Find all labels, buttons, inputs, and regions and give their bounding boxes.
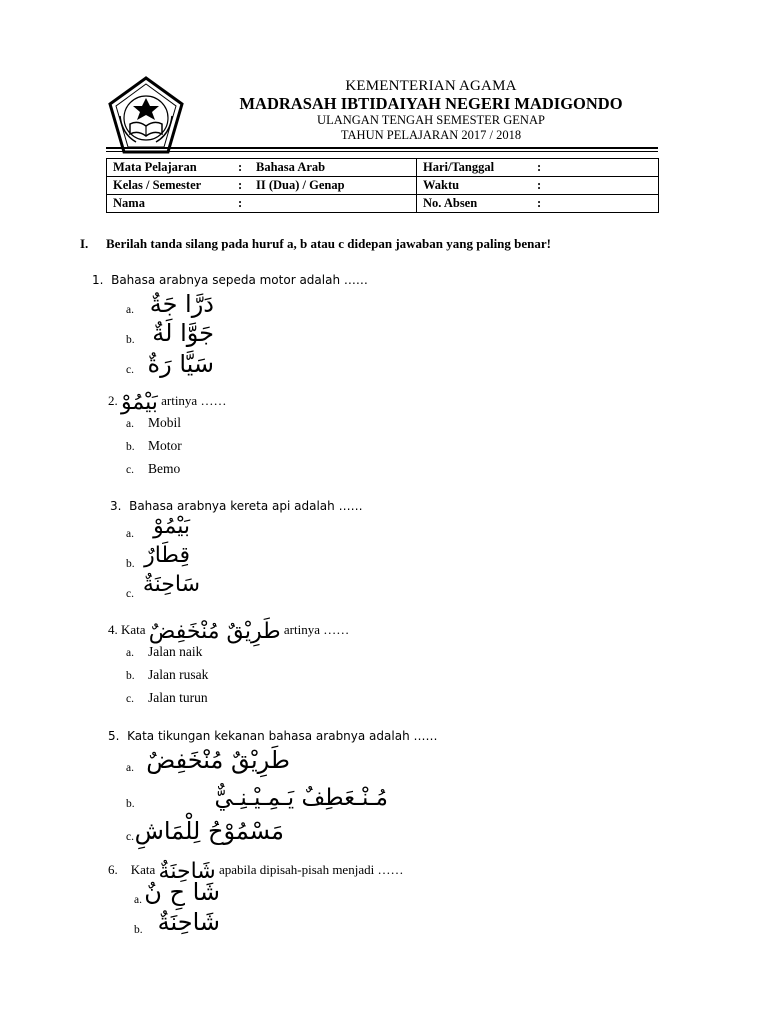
colon: : (537, 196, 542, 210)
question-text: Kata tikungan kekanan bahasa arabnya adalah …… (127, 729, 438, 743)
question-1 (92, 273, 368, 287)
option-label: c. (126, 693, 134, 705)
option-text: Jalan rusak (148, 667, 209, 682)
absence-number-label: No. Absen (423, 196, 478, 210)
option-text: Jalan turun (148, 690, 208, 705)
ministry-title: KEMENTERIAN AGAMA (345, 78, 517, 94)
subject-label: Mata Pelajaran (113, 160, 197, 174)
option-arabic: مَسْمُوْحُ لِلْمَاشِ (134, 817, 284, 845)
question-arabic: بَيْمُوْ (121, 390, 158, 415)
option-arabic: سَيَّا رَةٌ (147, 350, 214, 378)
question-number: 6. (108, 862, 118, 877)
option-label: b. (126, 558, 135, 570)
madrasah-emblem-icon (106, 76, 186, 156)
question-4 (108, 619, 349, 644)
question-number: 3. (110, 499, 122, 513)
option-label: c. (126, 464, 134, 476)
header-divider-thick (106, 147, 658, 149)
header-divider-thin (106, 151, 658, 152)
student-info-table (106, 158, 659, 213)
question-text: Bahasa arabnya kereta api adalah …… (129, 499, 363, 513)
option-label: a. (126, 418, 134, 430)
day-date-label: Hari/Tanggal (423, 160, 495, 174)
question-2 (108, 390, 226, 415)
question-text: Bahasa arabnya sepeda motor adalah …… (111, 273, 368, 287)
info-row-name (107, 195, 659, 213)
colon: : (238, 160, 243, 174)
question-text: apabila dipisah-pisah menjadi …… (218, 862, 404, 877)
question-number: 4. (108, 622, 118, 637)
colon: : (537, 160, 542, 174)
section-instruction: Berilah tanda silang pada huruf a, b atau c didepan jawaban yang paling benar! (106, 236, 551, 251)
info-row-subject (107, 159, 659, 177)
colon: : (537, 178, 542, 192)
colon: : (238, 196, 243, 210)
option-arabic: شَا حِ نٌ (144, 878, 220, 906)
option-label: b. (134, 924, 143, 936)
option-label: c. (126, 364, 134, 376)
subject-value: Bahasa Arab (256, 160, 326, 174)
question-text: artinya …… (161, 393, 227, 408)
question-3 (110, 499, 363, 513)
question-text: Kata (121, 622, 146, 637)
option-label: a. (126, 762, 134, 774)
option-text: Bemo (148, 461, 181, 476)
name-label: Nama (113, 196, 145, 210)
academic-year: TAHUN PELAJARAN 2017 / 2018 (340, 128, 522, 142)
question-number: 1. (92, 273, 104, 287)
school-name: MADRASAH IBTIDAIYAH NEGERI MADIGONDO (239, 94, 623, 113)
question-text: Kata (130, 862, 156, 877)
option-arabic: طَرِيْقٌ مُنْخَفِضٌ (146, 746, 290, 774)
question-number: 2. (108, 393, 118, 408)
section-number: I. (80, 236, 89, 251)
option-label: a. (134, 894, 142, 906)
option-arabic: دَرَّا جَةٌ (149, 290, 214, 318)
option-label: b. (126, 670, 135, 682)
option-label: b. (126, 441, 135, 453)
class-value: II (Dua) / Genap (256, 178, 345, 192)
info-row-class (107, 177, 659, 195)
option-label: c. (126, 588, 134, 600)
question-text: artinya …… (283, 622, 350, 637)
option-label: a. (126, 304, 134, 316)
question-5 (108, 729, 438, 743)
colon: : (238, 178, 243, 192)
question-arabic: شَاحِنَةٌ (158, 859, 216, 884)
class-label: Kelas / Semester (113, 178, 202, 192)
option-label: b. (126, 334, 135, 346)
option-arabic: مُـنْـعَطِفٌ يَـمِـيْـنِـيٌّ (214, 785, 388, 811)
option-label: a. (126, 528, 134, 540)
option-arabic: بَيْمُوْ (153, 514, 190, 539)
exam-title: ULANGAN TENGAH SEMESTER GENAP (317, 113, 545, 127)
option-text: Motor (148, 438, 182, 453)
option-label: a. (126, 647, 134, 659)
question-arabic: طَرِيْقٌ مُنْخَفِضٌ (148, 619, 281, 644)
option-text: Jalan naik (148, 644, 203, 659)
option-label: b. (126, 798, 135, 810)
time-label: Waktu (423, 178, 460, 192)
option-arabic: سَاحِنَةٌ (142, 572, 200, 597)
option-arabic: قِطَارٌ (144, 543, 190, 568)
option-text: Mobil (148, 415, 182, 430)
option-arabic: شَاحِنَةٌ (157, 908, 220, 936)
question-number: 5. (108, 729, 120, 743)
option-arabic: جَوَّا لَةٌ (152, 319, 214, 347)
option-label: c. (126, 831, 134, 843)
